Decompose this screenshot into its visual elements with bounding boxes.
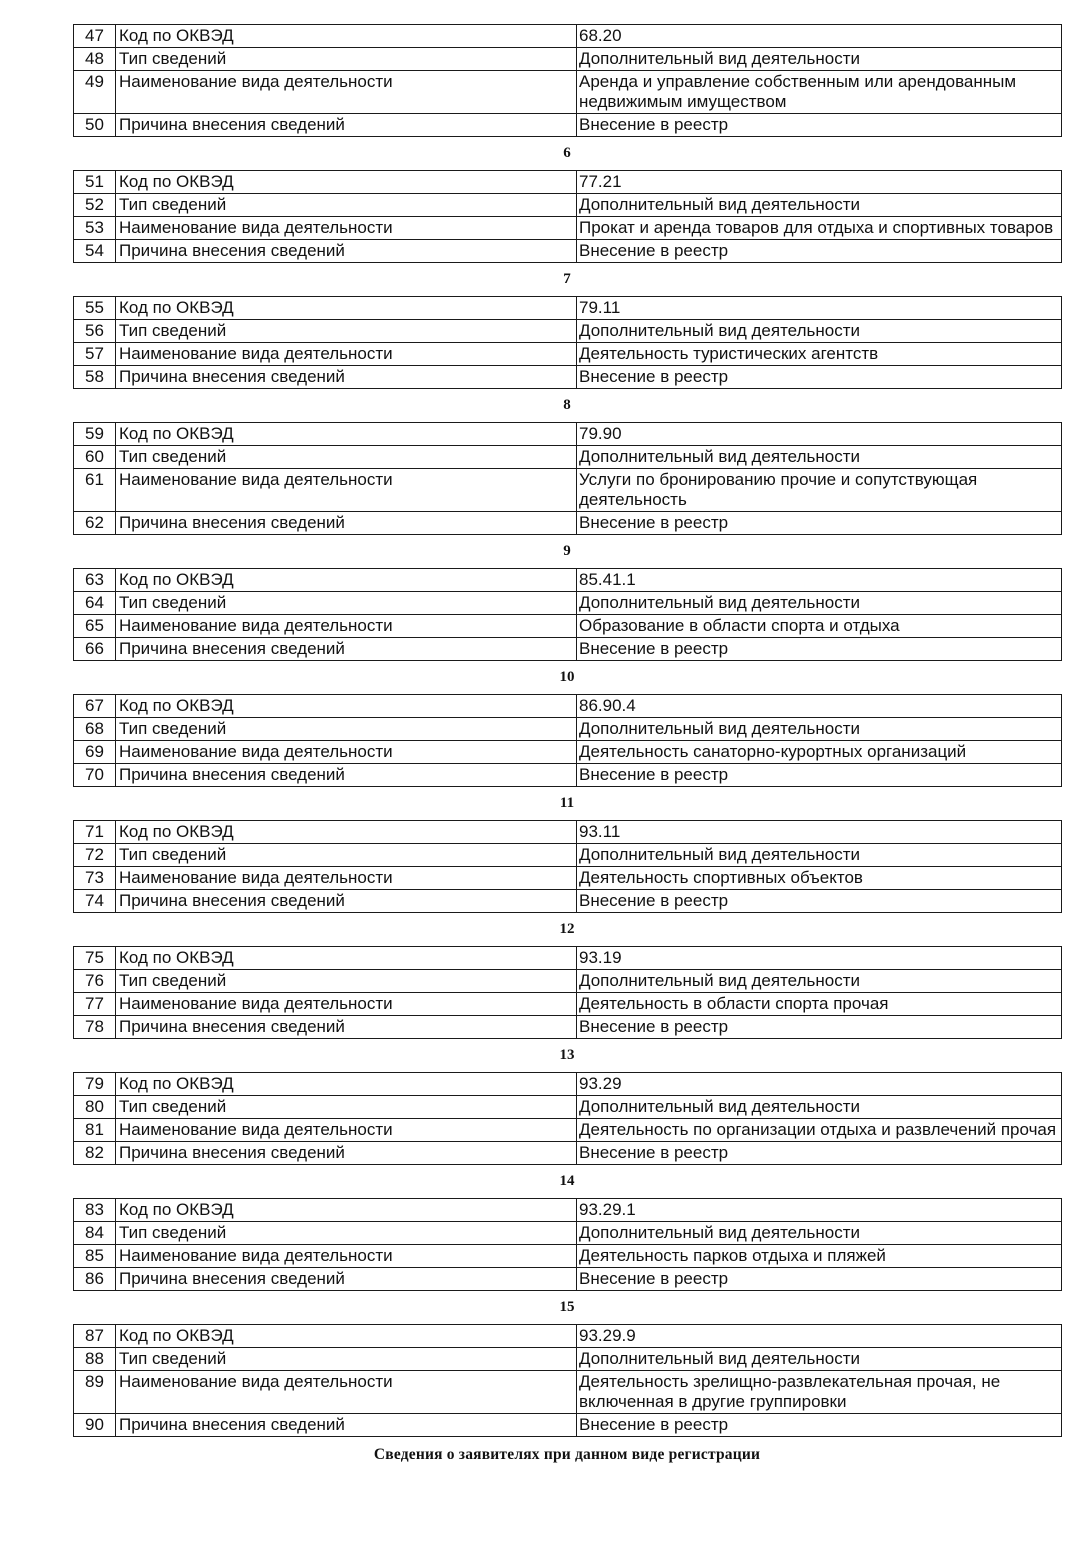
row-number: 80	[74, 1096, 116, 1119]
table-row	[74, 240, 1062, 263]
activity-table	[73, 820, 1062, 913]
field-label: Код по ОКВЭД	[116, 297, 577, 320]
field-value: Внесение в реестр	[577, 1142, 1062, 1165]
table-row	[74, 512, 1062, 535]
field-value: Деятельность парков отдыха и пляжей	[577, 1245, 1062, 1268]
row-number: 68	[74, 718, 116, 741]
table-row	[74, 25, 1062, 48]
field-label: Наименование вида деятельности	[116, 343, 577, 366]
field-value: Деятельность туристических агентств	[577, 343, 1062, 366]
field-label: Наименование вида деятельности	[116, 1119, 577, 1142]
section-number: 7	[563, 271, 571, 287]
table-row	[74, 890, 1062, 913]
row-number: 81	[74, 1119, 116, 1142]
field-label: Причина внесения сведений	[116, 890, 577, 913]
row-number: 90	[74, 1414, 116, 1437]
row-number: 83	[74, 1199, 116, 1222]
activity-table	[73, 24, 1062, 137]
field-label: Код по ОКВЭД	[116, 1325, 577, 1348]
row-number: 78	[74, 1016, 116, 1039]
field-label: Наименование вида деятельности	[116, 867, 577, 890]
row-number: 59	[74, 423, 116, 446]
applicants-section-title: Сведения о заявителях при данном виде регистрации	[373, 1446, 761, 1463]
field-value: Дополнительный вид деятельности	[577, 1348, 1062, 1371]
field-label: Причина внесения сведений	[116, 1016, 577, 1039]
field-label: Тип сведений	[116, 1222, 577, 1245]
field-value: Деятельность спортивных объектов	[577, 867, 1062, 890]
row-number: 67	[74, 695, 116, 718]
field-label: Тип сведений	[116, 446, 577, 469]
field-value: Дополнительный вид деятельности	[577, 970, 1062, 993]
field-value: Внесение в реестр	[577, 638, 1062, 661]
field-value: Аренда и управление собственным или арендованным недвижимым имуществом	[577, 71, 1062, 114]
field-label: Причина внесения сведений	[116, 114, 577, 137]
field-value: Дополнительный вид деятельности	[577, 48, 1062, 71]
field-value: 93.19	[577, 947, 1062, 970]
row-number: 89	[74, 1371, 116, 1414]
table-row	[74, 1096, 1062, 1119]
table-row	[74, 1325, 1062, 1348]
row-number: 77	[74, 993, 116, 1016]
field-label: Тип сведений	[116, 1096, 577, 1119]
section-number: 13	[559, 1047, 575, 1063]
row-number: 47	[74, 25, 116, 48]
field-label: Причина внесения сведений	[116, 1268, 577, 1291]
table-row	[74, 423, 1062, 446]
section-number: 10	[559, 669, 575, 685]
field-label: Тип сведений	[116, 48, 577, 71]
table-row	[74, 993, 1062, 1016]
table-row	[74, 1414, 1062, 1437]
row-number: 61	[74, 469, 116, 512]
field-label: Причина внесения сведений	[116, 1142, 577, 1165]
section-number: 9	[563, 543, 571, 559]
table-row	[74, 297, 1062, 320]
field-value: Внесение в реестр	[577, 890, 1062, 913]
table-row	[74, 1016, 1062, 1039]
field-label: Код по ОКВЭД	[116, 947, 577, 970]
field-value: Деятельность по организации отдыха и развлечений прочая	[577, 1119, 1062, 1142]
document-page	[73, 24, 1061, 1464]
field-label: Наименование вида деятельности	[116, 1371, 577, 1414]
activity-table	[73, 568, 1062, 661]
row-number: 72	[74, 844, 116, 867]
table-row	[74, 1245, 1062, 1268]
field-value: Внесение в реестр	[577, 764, 1062, 787]
row-number: 82	[74, 1142, 116, 1165]
table-row	[74, 446, 1062, 469]
table-row	[74, 194, 1062, 217]
table-row	[74, 171, 1062, 194]
table-row	[74, 1371, 1062, 1414]
field-value: Внесение в реестр	[577, 240, 1062, 263]
table-row	[74, 217, 1062, 240]
field-label: Тип сведений	[116, 320, 577, 343]
field-value: 79.11	[577, 297, 1062, 320]
row-number: 86	[74, 1268, 116, 1291]
field-label: Код по ОКВЭД	[116, 25, 577, 48]
field-value: Услуги по бронированию прочие и сопутствующая деятельность	[577, 469, 1062, 512]
field-label: Тип сведений	[116, 592, 577, 615]
row-number: 87	[74, 1325, 116, 1348]
field-value: Дополнительный вид деятельности	[577, 194, 1062, 217]
field-label: Наименование вида деятельности	[116, 217, 577, 240]
row-number: 51	[74, 171, 116, 194]
field-label: Наименование вида деятельности	[116, 1245, 577, 1268]
field-label: Причина внесения сведений	[116, 512, 577, 535]
row-number: 71	[74, 821, 116, 844]
row-number: 60	[74, 446, 116, 469]
row-number: 48	[74, 48, 116, 71]
field-label: Причина внесения сведений	[116, 764, 577, 787]
table-row	[74, 114, 1062, 137]
field-label: Причина внесения сведений	[116, 366, 577, 389]
table-row	[74, 638, 1062, 661]
row-number: 69	[74, 741, 116, 764]
section-number: 8	[563, 397, 571, 413]
field-label: Тип сведений	[116, 1348, 577, 1371]
table-row	[74, 569, 1062, 592]
field-label: Тип сведений	[116, 194, 577, 217]
row-number: 64	[74, 592, 116, 615]
field-label: Код по ОКВЭД	[116, 695, 577, 718]
field-value: 68.20	[577, 25, 1062, 48]
table-row	[74, 741, 1062, 764]
row-number: 62	[74, 512, 116, 535]
field-value: Деятельность санаторно-курортных организаций	[577, 741, 1062, 764]
section-number: 15	[559, 1299, 575, 1315]
table-row	[74, 1142, 1062, 1165]
row-number: 74	[74, 890, 116, 913]
table-row	[74, 592, 1062, 615]
row-number: 75	[74, 947, 116, 970]
field-value: Дополнительный вид деятельности	[577, 446, 1062, 469]
field-value: 93.29.9	[577, 1325, 1062, 1348]
field-label: Код по ОКВЭД	[116, 423, 577, 446]
field-value: Внесение в реестр	[577, 512, 1062, 535]
field-value: Дополнительный вид деятельности	[577, 320, 1062, 343]
row-number: 85	[74, 1245, 116, 1268]
field-label: Тип сведений	[116, 844, 577, 867]
table-row	[74, 764, 1062, 787]
activity-table	[73, 170, 1062, 263]
row-number: 76	[74, 970, 116, 993]
row-number: 73	[74, 867, 116, 890]
row-number: 54	[74, 240, 116, 263]
field-value: 77.21	[577, 171, 1062, 194]
table-row	[74, 320, 1062, 343]
table-row	[74, 366, 1062, 389]
field-value: 93.29.1	[577, 1199, 1062, 1222]
row-number: 49	[74, 71, 116, 114]
field-label: Код по ОКВЭД	[116, 569, 577, 592]
section-number: 12	[559, 921, 575, 937]
row-number: 66	[74, 638, 116, 661]
activity-table	[73, 946, 1062, 1039]
row-number: 65	[74, 615, 116, 638]
field-label: Наименование вида деятельности	[116, 469, 577, 512]
field-label: Наименование вида деятельности	[116, 71, 577, 114]
row-number: 53	[74, 217, 116, 240]
row-number: 79	[74, 1073, 116, 1096]
section-number: 6	[563, 145, 571, 161]
table-row	[74, 615, 1062, 638]
field-label: Код по ОКВЭД	[116, 1199, 577, 1222]
field-label: Наименование вида деятельности	[116, 741, 577, 764]
table-row	[74, 1222, 1062, 1245]
field-label: Наименование вида деятельности	[116, 993, 577, 1016]
field-value: Деятельность зрелищно-развлекательная прочая, не включенная в другие группировки	[577, 1371, 1062, 1414]
field-value: Внесение в реестр	[577, 1414, 1062, 1437]
field-label: Тип сведений	[116, 718, 577, 741]
field-value: Внесение в реестр	[577, 366, 1062, 389]
field-value: 85.41.1	[577, 569, 1062, 592]
section-number: 11	[559, 795, 575, 811]
table-row	[74, 947, 1062, 970]
table-row	[74, 1073, 1062, 1096]
section-number: 14	[559, 1173, 575, 1189]
table-row	[74, 1199, 1062, 1222]
field-value: Дополнительный вид деятельности	[577, 592, 1062, 615]
field-label: Код по ОКВЭД	[116, 1073, 577, 1096]
field-value: 93.11	[577, 821, 1062, 844]
field-value: Внесение в реестр	[577, 1016, 1062, 1039]
field-value: Внесение в реестр	[577, 1268, 1062, 1291]
activity-table	[73, 422, 1062, 535]
field-label: Причина внесения сведений	[116, 638, 577, 661]
table-row	[74, 695, 1062, 718]
row-number: 58	[74, 366, 116, 389]
table-row	[74, 718, 1062, 741]
field-value: Дополнительный вид деятельности	[577, 844, 1062, 867]
field-value: Деятельность в области спорта прочая	[577, 993, 1062, 1016]
table-row	[74, 71, 1062, 114]
row-number: 50	[74, 114, 116, 137]
table-row	[74, 1119, 1062, 1142]
row-number: 88	[74, 1348, 116, 1371]
activity-table	[73, 1324, 1062, 1437]
activity-table	[73, 296, 1062, 389]
row-number: 52	[74, 194, 116, 217]
field-value: 86.90.4	[577, 695, 1062, 718]
field-value: Дополнительный вид деятельности	[577, 718, 1062, 741]
table-row	[74, 844, 1062, 867]
table-row	[74, 821, 1062, 844]
table-row	[74, 1268, 1062, 1291]
row-number: 55	[74, 297, 116, 320]
row-number: 70	[74, 764, 116, 787]
field-label: Причина внесения сведений	[116, 240, 577, 263]
row-number: 56	[74, 320, 116, 343]
table-row	[74, 48, 1062, 71]
table-row	[74, 970, 1062, 993]
field-value: Дополнительный вид деятельности	[577, 1222, 1062, 1245]
row-number: 63	[74, 569, 116, 592]
activity-table	[73, 1198, 1062, 1291]
field-label: Код по ОКВЭД	[116, 171, 577, 194]
activity-table	[73, 1072, 1062, 1165]
field-value: Прокат и аренда товаров для отдыха и спортивных товаров	[577, 217, 1062, 240]
field-value: 79.90	[577, 423, 1062, 446]
field-value: Образование в области спорта и отдыха	[577, 615, 1062, 638]
field-label: Наименование вида деятельности	[116, 615, 577, 638]
table-row	[74, 867, 1062, 890]
field-value: Внесение в реестр	[577, 114, 1062, 137]
field-value: Дополнительный вид деятельности	[577, 1096, 1062, 1119]
table-row	[74, 469, 1062, 512]
field-label: Код по ОКВЭД	[116, 821, 577, 844]
field-value: 93.29	[577, 1073, 1062, 1096]
field-label: Тип сведений	[116, 970, 577, 993]
row-number: 84	[74, 1222, 116, 1245]
field-label: Причина внесения сведений	[116, 1414, 577, 1437]
activity-table	[73, 694, 1062, 787]
table-row	[74, 1348, 1062, 1371]
table-row	[74, 343, 1062, 366]
row-number: 57	[74, 343, 116, 366]
